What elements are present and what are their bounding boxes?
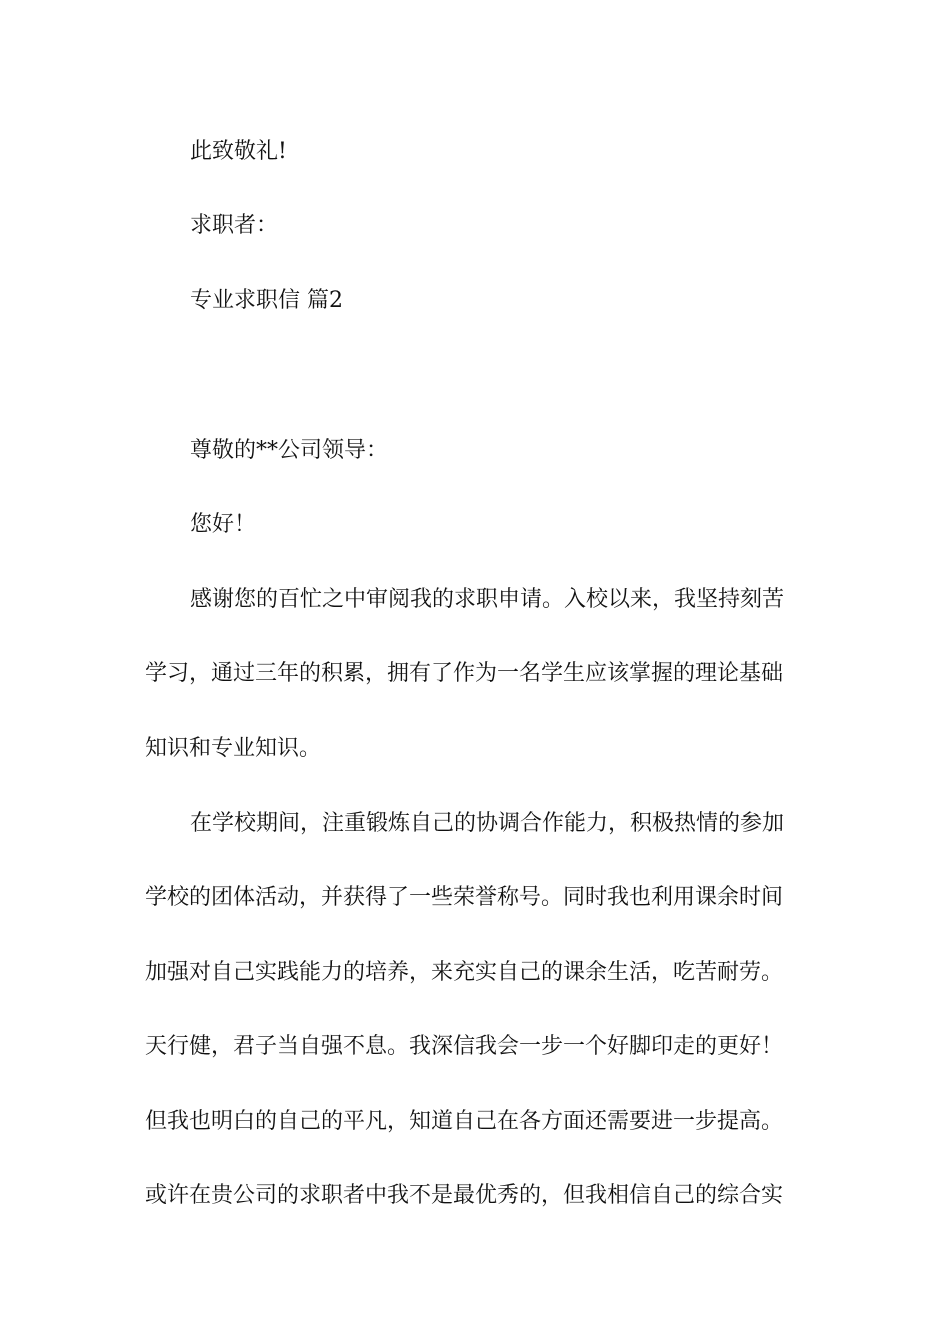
paragraph-2-line-6: 或许在贵公司的求职者中我不是最优秀的，但我相信自己的综合实	[145, 1183, 784, 1208]
paragraph-2-line-5: 但我也明白的自己的平凡，知道自己在各方面还需要进一步提高。	[145, 1109, 784, 1134]
applicant-signature-label: 求职者：	[190, 213, 279, 238]
paragraph-1-line-1: 感谢您的百忙之中审阅我的求职申请。入校以来，我坚持刻苦	[190, 587, 785, 612]
closing-salutation: 此致敬礼!	[190, 139, 287, 164]
section-heading: 专业求职信 篇2	[190, 288, 343, 313]
paragraph-1-line-3: 知识和专业知识。	[145, 736, 322, 761]
letter-hello: 您好！	[190, 512, 257, 537]
paragraph-2-line-1: 在学校期间，注重锻炼自己的协调合作能力，积极热情的参加	[190, 811, 785, 836]
letter-greeting: 尊敬的**公司领导：	[190, 438, 389, 463]
paragraph-2-line-3: 加强对自己实践能力的培养，来充实自己的课余生活，吃苦耐劳。	[145, 960, 784, 985]
paragraph-1-line-2: 学习，通过三年的积累，拥有了作为一名学生应该掌握的理论基础	[145, 661, 784, 686]
paragraph-2-line-4: 天行健，君子当自强不息。我深信我会一步一个好脚印走的更好！	[145, 1034, 784, 1059]
paragraph-2-line-2: 学校的团体活动，并获得了一些荣誉称号。同时我也利用课余时间	[145, 885, 784, 910]
